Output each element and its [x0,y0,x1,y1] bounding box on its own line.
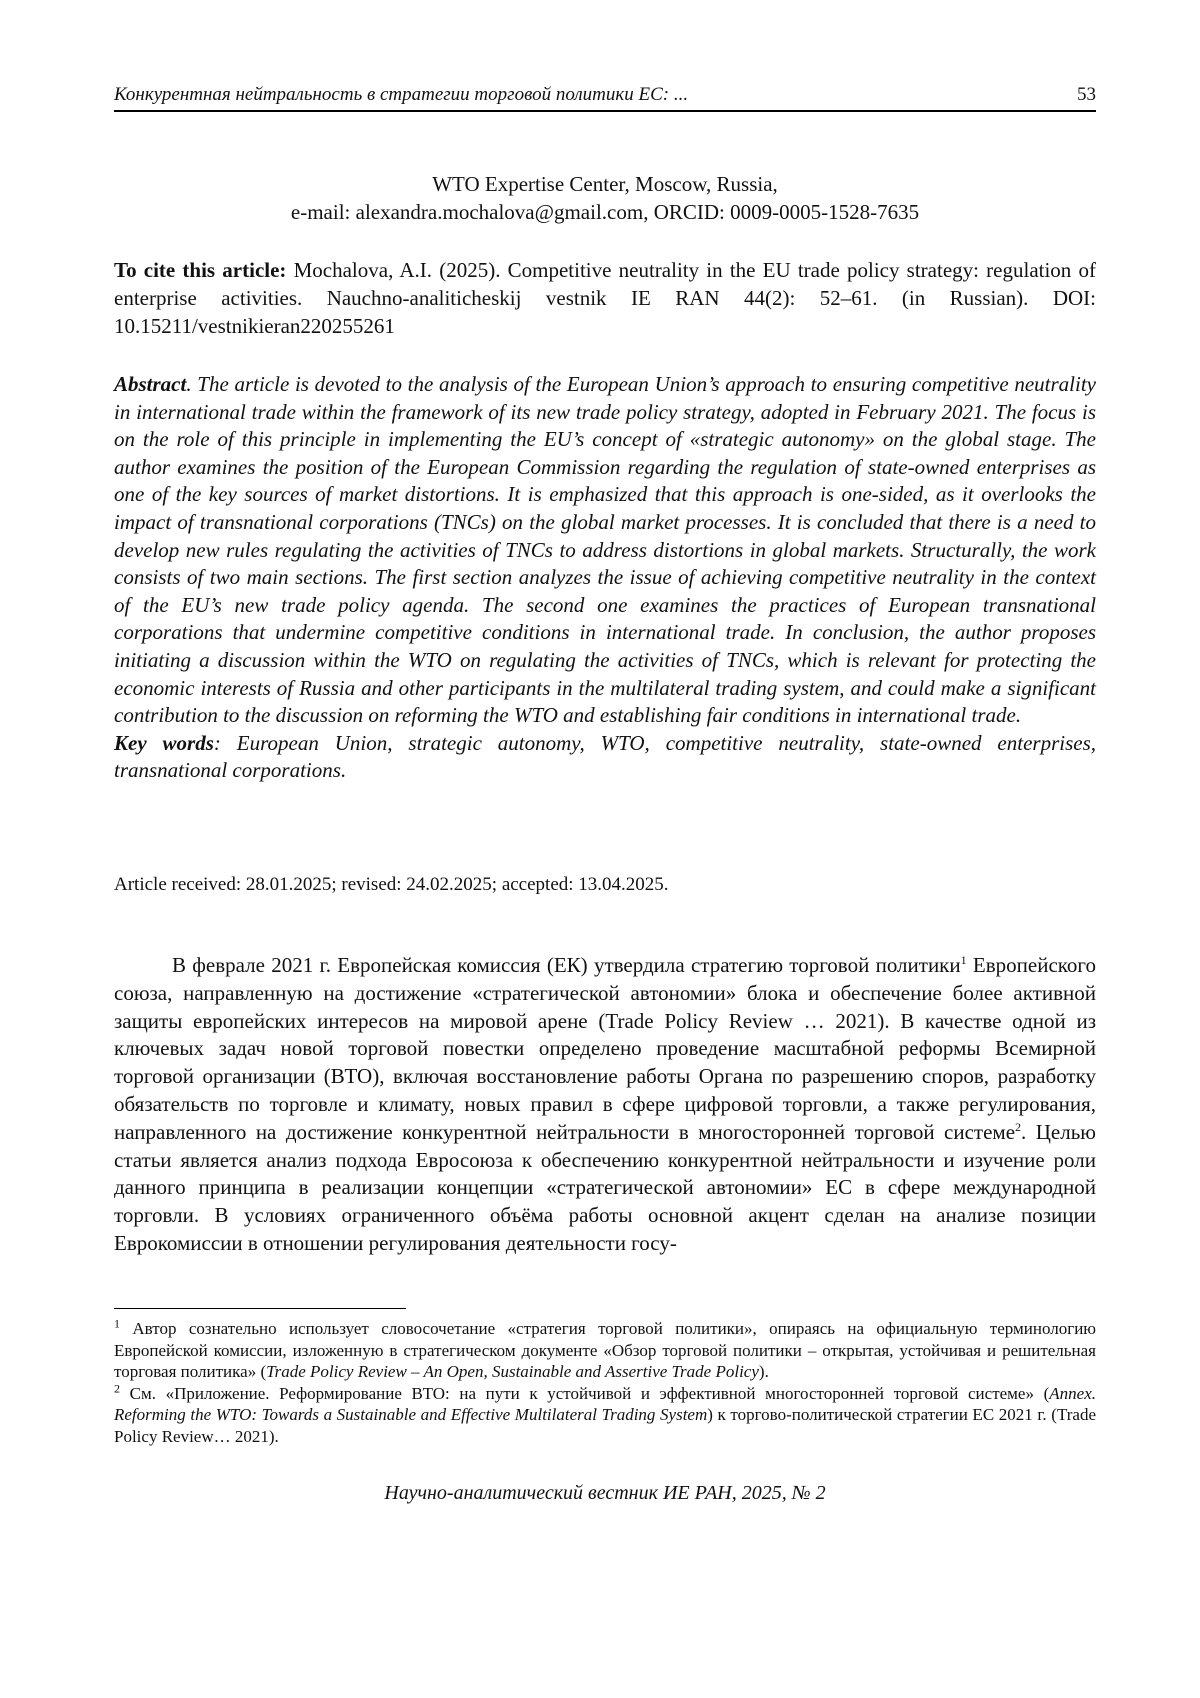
footnote-2 [114,1383,1096,1448]
abstract-block [114,371,1096,785]
page-header [114,84,1096,112]
keywords-text: : European Union, strategic autonomy, WTO, competitive neutrality, state-owned enterprises, transnational corporations. [114,730,1096,783]
footnote-tail: ) к торгово-политической стратегии ЕС 2021 г. (Trade Policy Review… 2021). [114,1405,1096,1446]
footnote-text: См. «Приложение. Реформирование ВТО: на пути к устойчивой и эффективной многосторонней торговой системе» ( [120,1383,1050,1403]
footnote-tail: ). [758,1362,769,1382]
body-text-part: . Целью статьи является анализ подхода Евросоюза к обеспечению конкурентной нейтральности и изучение роли данного принципа в реализации концепции «стратегической автономии» ЕС в сфере международной торговли. В условиях ограниченного объёма работы основной акцент сделан на анализе позиции Еврокомиссии в отношении регулирования деятельности госу- [114,1119,1096,1255]
keywords-label: Key words [114,730,214,755]
contact-line: e-mail: alexandra.mochalova@gmail.com, ORCID: 0009-0005-1528-7635 [290,200,920,224]
affiliation-line: WTO Expertise Center, Moscow, Russia, [432,172,778,196]
body-text-part: Европейского союза, направленную на достижение «стратегической автономии» блока и обеспечение более активной защиты европейских интересов на мировой арене (Trade Policy Review … 2021). В качестве одной из ключевых задач новой торговой повестки определено проведение масштабной реформы Всемирной торговой организации (ВТО), включая восстановление работы Органа по разрешению споров, разработку обязательств по торговле и климату, новых правил в сфере цифровой торговли, а также регулирования, направленного на достижение конкурентной нейтральности в многосторонней торговой системе [114,953,1097,1144]
footnote-ref-1[interactable]: 1 [960,953,967,967]
footnote-ref-2[interactable]: 2 [1015,1119,1022,1134]
footnote-text: Автор сознательно использует словосочетание «стратегия торговой политики», опираясь на официальную терминологию Европейской комиссии, изложенную в стратегическом документе «Обзор торговой политики – открытая, устойчивая и решительная торговая политика» ( [114,1319,1096,1382]
keywords-paragraph [114,730,1096,785]
footnote-italic: Trade Policy Review – An Open, Sustainable and Assertive Trade Policy [266,1362,759,1382]
footnote-italic: Annex. Reforming the WTO: Towards a Sustainable and Effective Multilateral Trading System [114,1383,1096,1425]
footnote-divider [114,1308,406,1309]
footnote-number: 2 [114,1381,120,1396]
abstract-paragraph [114,371,1096,730]
journal-footer: Научно-аналитический вестник ИЕ РАН, 2025, № 2 [384,1482,826,1504]
running-title: Конкурентная нейтральность в стратегии торговой политики ЕС: ... [114,84,689,105]
citation-text: Mochalova, A.I. (2025). Competitive neutrality in the EU trade policy strategy: regulation of enterprise activities. Nauchno-analiticheskij vestnik IE RAN 44(2): 52–61. (in Russian). DOI: 10.15211/vestnikieran220255261 [114,258,1096,338]
footnotes [114,1318,1096,1448]
abstract-label: Abstract [114,372,187,396]
body-paragraph [114,952,1096,1258]
citation-label: To cite this article: [114,258,287,282]
abstract-text: . The article is devoted to the analysis of the European Union’s approach to ensuring competitive neutrality in international trade within the framework of its new trade policy strategy, adopted in February 2021. The focus is on the role of this principle in implementing the EU’s concept of «strategic autonomy» on the global stage. The author examines the position of the European Commission regarding the regulation of state-owned enterprises as one of the key sources of market distortions. It is emphasized that this approach is one-sided, as it overlooks the impact of transnational corporations (TNCs) on the global market processes. It is concluded that there is a need to develop new rules regulating the activities of TNCs to address distortions in global markets. Structurally, the work consists of two main sections. The first section analyzes the issue of achieving competitive neutrality in the context of the EU’s new trade policy agenda. The second one examines the practices of European transnational corporations that undermine competitive conditions in international trade. In conclusion, the author proposes initiating a discussion within the WTO on regulating the activities of TNCs, which is relevant for protecting the economic interests of Russia and other participants in the multilateral trading system, and could make a significant contribution to the discussion on reforming the WTO and establishing fair conditions in international trade. [114,372,1096,728]
article-dates: Article received: 28.01.2025; revised: 24.02.2025; accepted: 13.04.2025. [114,874,669,895]
author-affiliation [114,170,1096,226]
page-number: 53 [1077,84,1096,105]
footnote-1 [114,1318,1096,1383]
citation-block [114,256,1096,340]
body-text-part: В феврале 2021 г. Европейская комиссия (ЕК) утвердила стратегию торговой политики [172,953,961,977]
footnote-number: 1 [114,1316,120,1331]
